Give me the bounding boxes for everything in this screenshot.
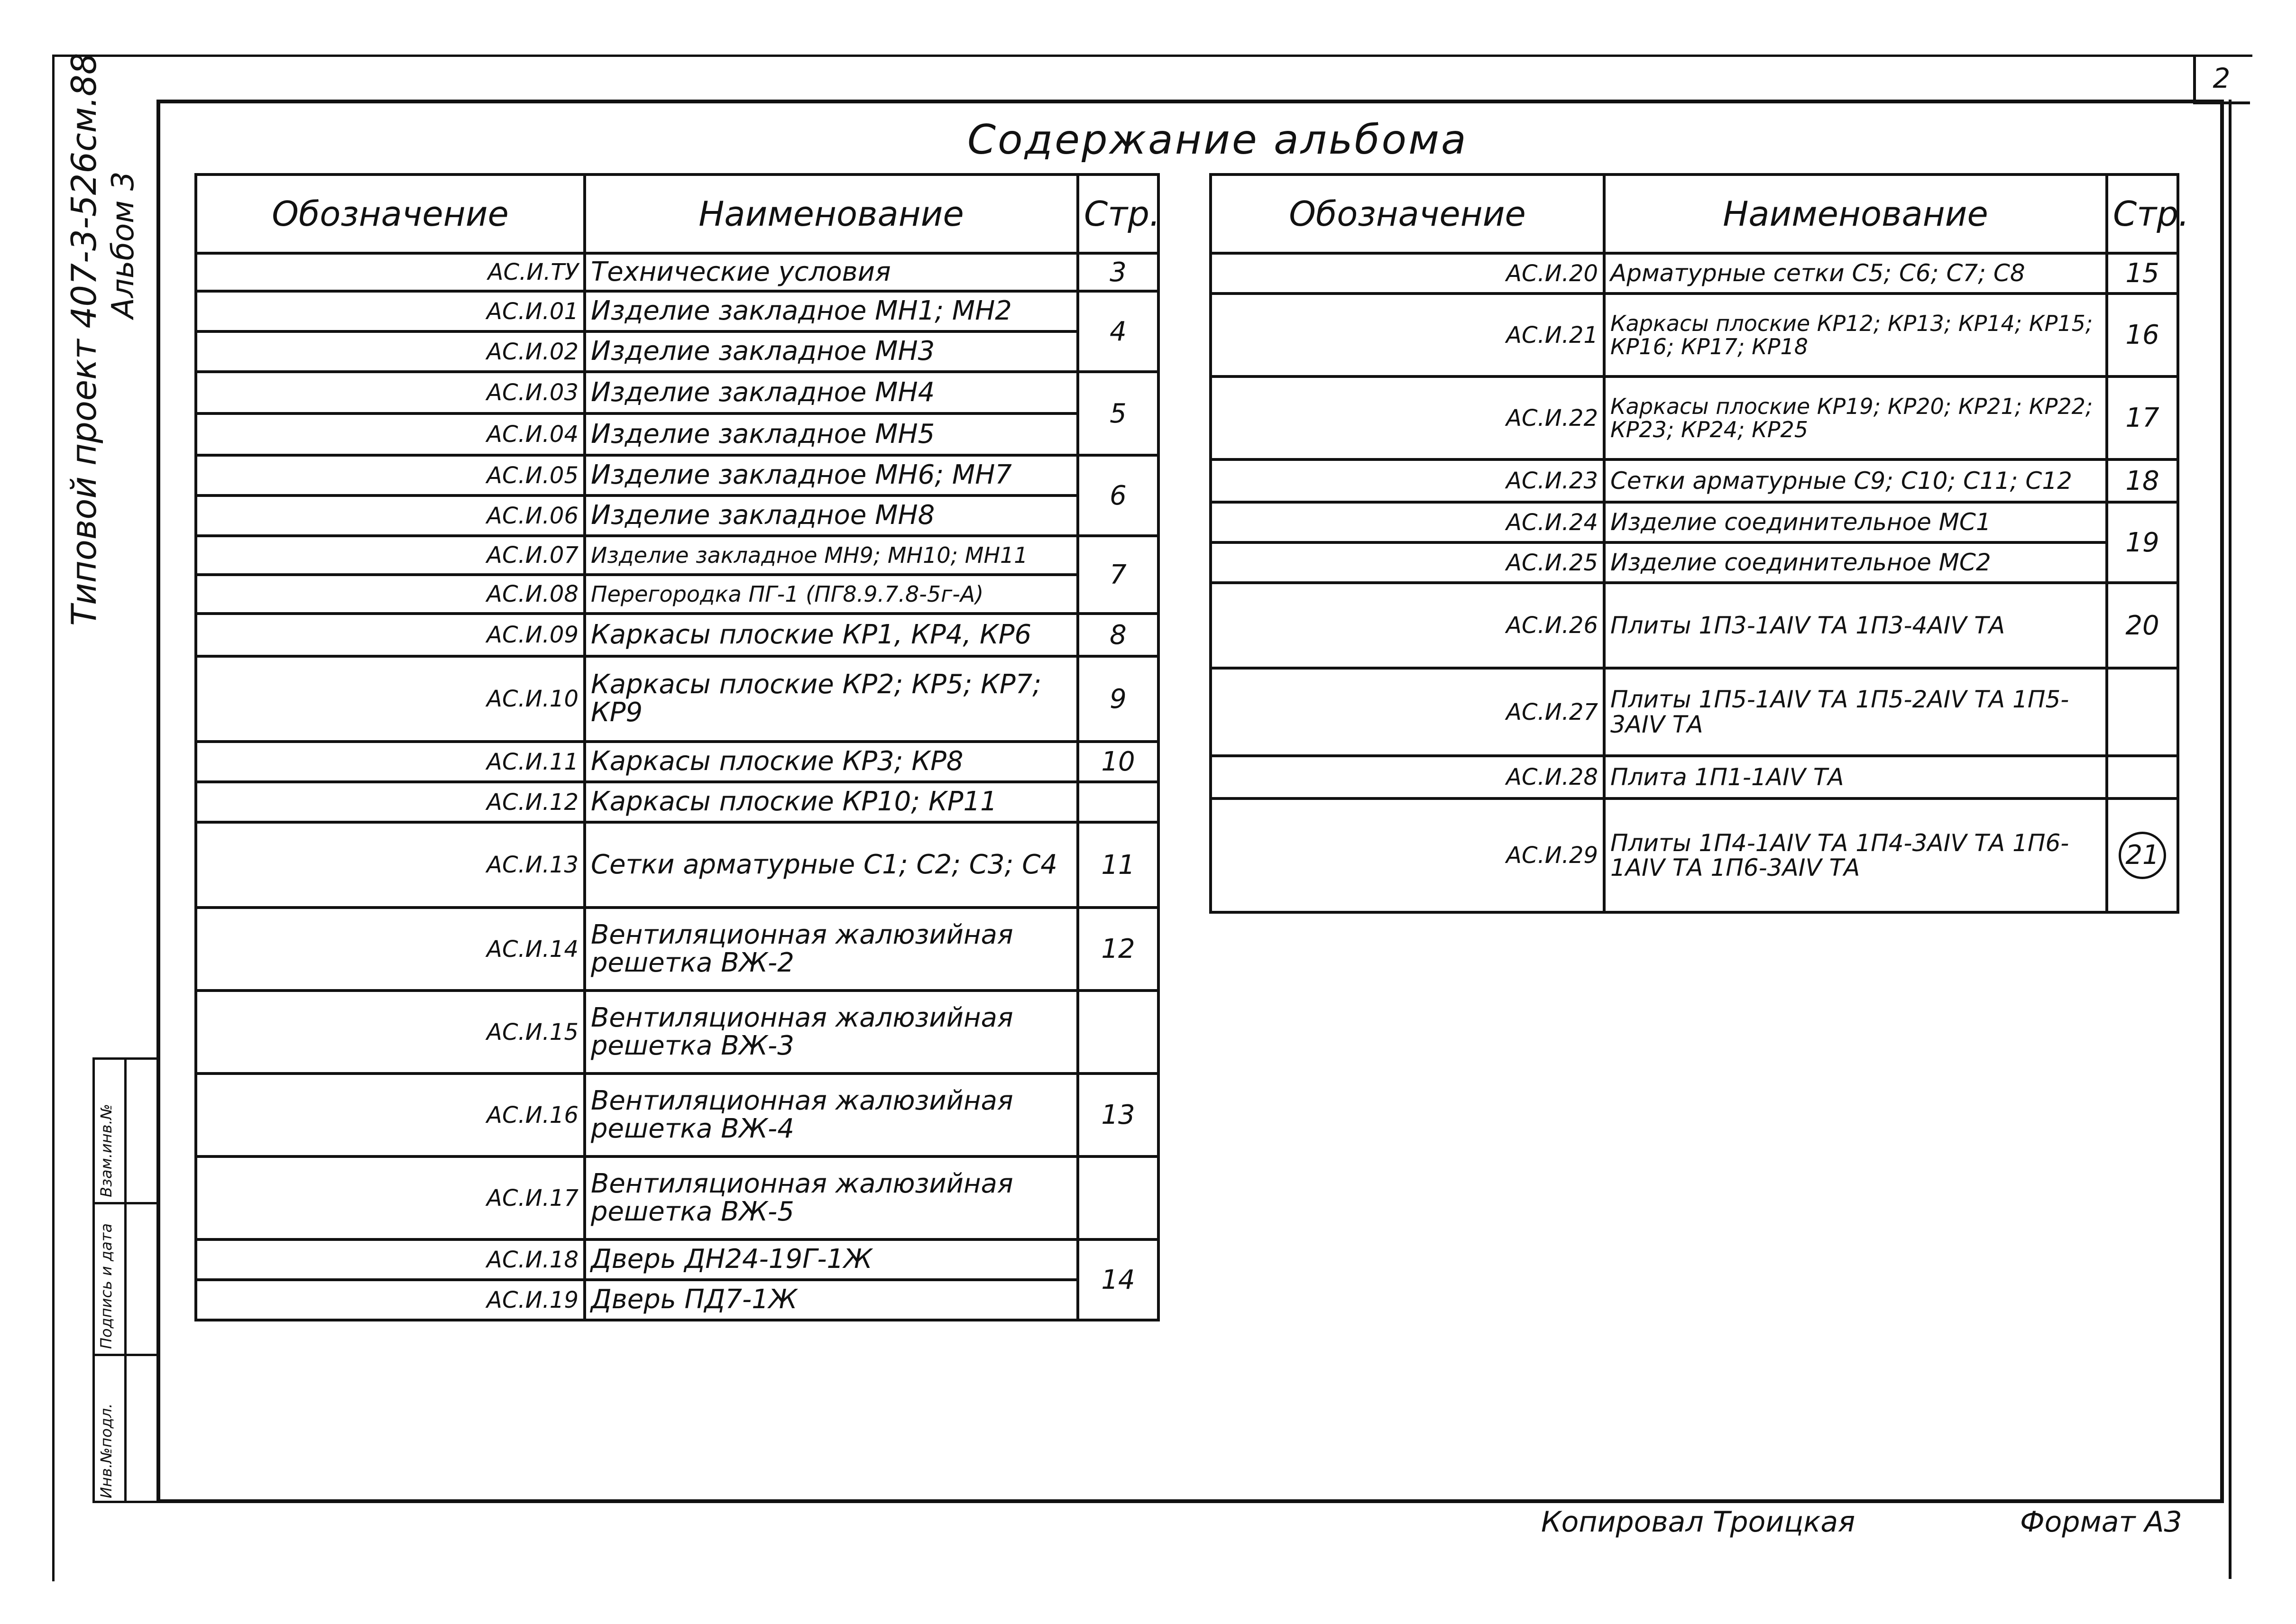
row-page: 11 xyxy=(1078,822,1158,908)
row-name: Дверь ПД7-1Ж xyxy=(585,1280,1078,1320)
row-code: АС.И.19 xyxy=(196,1280,585,1320)
page-title: Содержание альбома xyxy=(967,116,1468,164)
table-row xyxy=(196,1073,1158,1156)
row-name: Изделие закладное МН6; МН7 xyxy=(585,455,1078,495)
row-page: 6 xyxy=(1078,455,1158,536)
table-row xyxy=(1211,756,2178,798)
row-page xyxy=(1078,991,1158,1073)
row-name: Вентиляционная жалюзийная решетка ВЖ-3 xyxy=(585,991,1078,1073)
row-code: АС.И.15 xyxy=(196,991,585,1073)
row-name: Плиты 1П3-1АIV ТА 1П3-4АIV ТА xyxy=(1604,583,2107,668)
row-page: 15 xyxy=(2107,253,2178,294)
row-page: 4 xyxy=(1078,291,1158,372)
row-name: Изделие закладное МН8 xyxy=(585,495,1078,536)
sheet-format: Формат А3 xyxy=(2020,1505,2182,1539)
project-code: Типовой проект 407-3-526см.88 xyxy=(64,53,104,626)
row-code: АС.И.08 xyxy=(196,575,585,614)
row-code: АС.И.05 xyxy=(196,455,585,495)
row-page: 20 xyxy=(2107,583,2178,668)
table-row xyxy=(196,991,1158,1073)
row-name: Плиты 1П5-1АIV ТА 1П5-2АIV ТА 1П5-3АIV ТА xyxy=(1604,668,2107,756)
row-name: Каркасы плоские КР1, КР4, КР6 xyxy=(585,614,1078,656)
row-page: 17 xyxy=(2107,376,2178,459)
table-row xyxy=(1211,253,2178,294)
row-code: АС.И.24 xyxy=(1211,502,1604,542)
row-name: Изделие закладное МН9; МН10; МН11 xyxy=(585,536,1078,575)
table-row xyxy=(196,1280,1158,1320)
row-code: АС.И.04 xyxy=(196,413,585,455)
row-page-cell xyxy=(2107,798,2178,912)
row-code: АС.И.ТУ xyxy=(196,253,585,291)
column-header-page: Стр. xyxy=(1078,174,1158,253)
row-code: АС.И.22 xyxy=(1211,376,1604,459)
row-code: АС.И.17 xyxy=(196,1156,585,1239)
table-row xyxy=(1211,502,2178,542)
row-code: АС.И.11 xyxy=(196,742,585,782)
table-row xyxy=(196,253,1158,291)
row-page: 10 xyxy=(1078,742,1158,782)
row-code: АС.И.09 xyxy=(196,614,585,656)
row-name: Изделие закладное МН5 xyxy=(585,413,1078,455)
row-code: АС.И.01 xyxy=(196,291,585,331)
table-row xyxy=(196,782,1158,822)
row-name: Плиты 1П4-1АIV ТА 1П4-3АIV ТА 1П6-1АIV ТА 1П6-3АIV ТА xyxy=(1604,798,2107,912)
row-code: АС.И.18 xyxy=(196,1239,585,1280)
stamp-label-signature: Подпись и дата xyxy=(97,1223,115,1349)
column-header-code: Обозначение xyxy=(196,174,585,253)
row-page: 13 xyxy=(1078,1073,1158,1156)
table-row xyxy=(196,372,1158,413)
row-code: АС.И.26 xyxy=(1211,583,1604,668)
row-page xyxy=(1078,1156,1158,1239)
circled-page-number: 21 xyxy=(2119,832,2166,879)
row-name: Сетки арматурные С9; С10; С11; С12 xyxy=(1604,459,2107,502)
row-name: Каркасы плоские КР2; КР5; КР7; КР9 xyxy=(585,656,1078,742)
approval-stamp xyxy=(92,1057,159,1503)
vertical-project-title xyxy=(64,53,141,626)
row-code: АС.И.28 xyxy=(1211,756,1604,798)
row-name: Каркасы плоские КР10; КР11 xyxy=(585,782,1078,822)
row-code: АС.И.27 xyxy=(1211,668,1604,756)
row-code: АС.И.02 xyxy=(196,331,585,372)
row-code: АС.И.10 xyxy=(196,656,585,742)
row-page: 7 xyxy=(1078,536,1158,614)
row-code: АС.И.13 xyxy=(196,822,585,908)
table-row xyxy=(1211,459,2178,502)
row-name: Сетки арматурные С1; С2; С3; С4 xyxy=(585,822,1078,908)
column-header-page: Стр. xyxy=(2107,174,2178,253)
frame-right-edge xyxy=(2229,100,2232,1579)
row-page: 18 xyxy=(2107,459,2178,502)
table-row xyxy=(1211,583,2178,668)
row-page: 19 xyxy=(2107,502,2178,583)
sheet-number: 2 xyxy=(2213,62,2231,94)
table-row xyxy=(196,908,1158,991)
album-label: Альбом 3 xyxy=(106,171,141,319)
row-name: Изделие соединительное МС2 xyxy=(1604,542,2107,583)
stamp-divider xyxy=(95,1202,156,1204)
sheet-border-left xyxy=(52,55,55,1581)
table-row xyxy=(196,822,1158,908)
column-header-name: Наименование xyxy=(585,174,1078,253)
table-row xyxy=(196,1156,1158,1239)
table-row xyxy=(196,413,1158,455)
column-header-name: Наименование xyxy=(1604,174,2107,253)
row-name: Изделие закладное МН1; МН2 xyxy=(585,291,1078,331)
row-page: 9 xyxy=(1078,656,1158,742)
row-name: Вентиляционная жалюзийная решетка ВЖ-2 xyxy=(585,908,1078,991)
row-page xyxy=(1078,782,1158,822)
row-code: АС.И.14 xyxy=(196,908,585,991)
row-code: АС.И.29 xyxy=(1211,798,1604,912)
row-code: АС.И.03 xyxy=(196,372,585,413)
table-row xyxy=(196,455,1158,495)
row-name: Изделие закладное МН4 xyxy=(585,372,1078,413)
row-code: АС.И.16 xyxy=(196,1073,585,1156)
row-name: Каркасы плоские КР12; КР13; КР14; КР15; КР16; КР17; КР18 xyxy=(1604,294,2107,376)
row-name: Дверь ДН24-19Г-1Ж xyxy=(585,1239,1078,1280)
contents-table-right xyxy=(1209,173,2189,914)
row-code: АС.И.23 xyxy=(1211,459,1604,502)
row-name: Изделие соединительное МС1 xyxy=(1604,502,2107,542)
row-code: АС.И.12 xyxy=(196,782,585,822)
row-page: 16 xyxy=(2107,294,2178,376)
row-page xyxy=(2107,756,2178,798)
row-name: Каркасы плоские КР3; КР8 xyxy=(585,742,1078,782)
table-row xyxy=(1211,294,2178,376)
table-row xyxy=(1211,376,2178,459)
row-name: Вентиляционная жалюзийная решетка ВЖ-4 xyxy=(585,1073,1078,1156)
row-name: Вентиляционная жалюзийная решетка ВЖ-5 xyxy=(585,1156,1078,1239)
row-page: 14 xyxy=(1078,1239,1158,1320)
copied-by: Копировал Троицкая xyxy=(1541,1505,1855,1539)
column-header-code: Обозначение xyxy=(1211,174,1604,253)
table-row xyxy=(196,742,1158,782)
table-row xyxy=(196,1239,1158,1280)
table-row xyxy=(1211,798,2178,912)
contents-table-left xyxy=(194,173,1160,1321)
row-name: Технические условия xyxy=(585,253,1078,291)
row-code: АС.И.07 xyxy=(196,536,585,575)
row-page: 8 xyxy=(1078,614,1158,656)
row-name: Каркасы плоские КР19; КР20; КР21; КР22; КР23; КР24; КР25 xyxy=(1604,376,2107,459)
table-row xyxy=(196,575,1158,614)
table-row xyxy=(1211,542,2178,583)
row-code: АС.И.06 xyxy=(196,495,585,536)
row-name: Арматурные сетки С5; С6; С7; С8 xyxy=(1604,253,2107,294)
sheet-border-top xyxy=(52,55,2252,57)
table-row xyxy=(196,291,1158,331)
row-code: АС.И.25 xyxy=(1211,542,1604,583)
table-row xyxy=(196,614,1158,656)
table-row xyxy=(196,536,1158,575)
row-page: 12 xyxy=(1078,908,1158,991)
row-code: АС.И.21 xyxy=(1211,294,1604,376)
table-row xyxy=(196,656,1158,742)
stamp-divider xyxy=(124,1060,127,1501)
row-name: Перегородка ПГ-1 (ПГ8.9.7.8-5г-А) xyxy=(585,575,1078,614)
table-row xyxy=(196,495,1158,536)
row-name: Плита 1П1-1АIV ТА xyxy=(1604,756,2107,798)
table-row xyxy=(196,331,1158,372)
stamp-label-inventory: Инв.№подл. xyxy=(97,1403,115,1498)
row-page: 3 xyxy=(1078,253,1158,291)
row-page: 5 xyxy=(1078,372,1158,455)
row-name: Изделие закладное МН3 xyxy=(585,331,1078,372)
stamp-divider xyxy=(95,1354,156,1356)
row-page xyxy=(2107,668,2178,756)
stamp-label-replace: Взам.инв.№ xyxy=(97,1104,115,1197)
row-code: АС.И.20 xyxy=(1211,253,1604,294)
table-row xyxy=(1211,668,2178,756)
